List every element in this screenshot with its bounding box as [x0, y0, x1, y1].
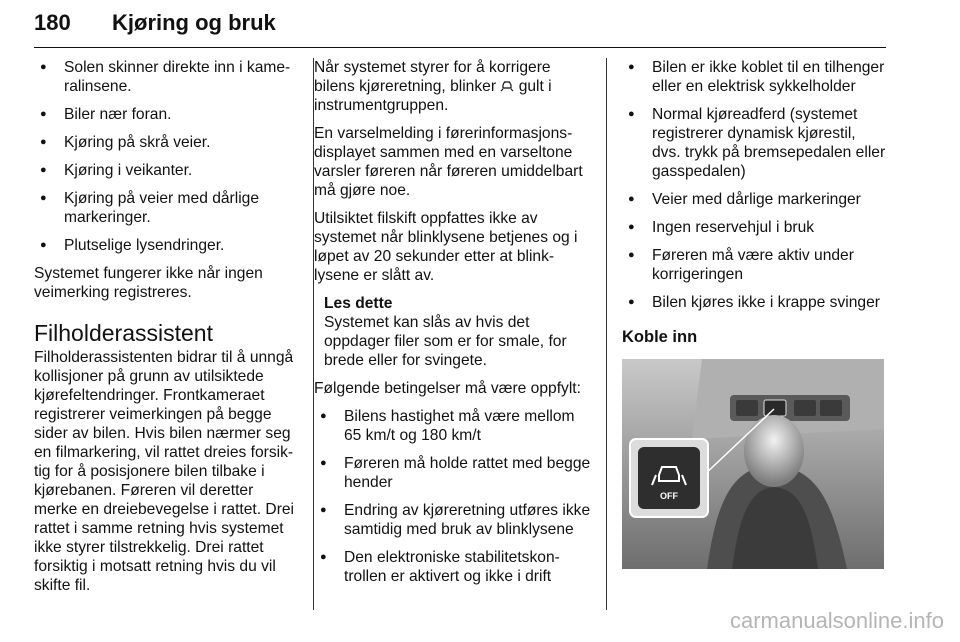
console-switch — [794, 400, 816, 416]
paragraph: Filholderassistenten bidrar til å unngå kollisjoner på grunn av utilsiktede kjørefeltendringer. Frontkameraet registrerer veimerkingen på begge sider av bilen. Hvis bilen nærmer seg en filmarkering, vil rattet dreies forsiktig for å posisjonere bilen tilbake i kjørebanen. Føreren vil deretter merke en dreiebevegelse i rattet. Drei rattet i samme retning hvis systemet ikke styrer tilstrekkelig. Drei rattet forsiktig i motsatt retning hvis du vil skifte fil. — [34, 349, 295, 594]
list-item: ● Normal kjøreadferd (systemet registrerer dynamisk kjørestil, dvs. trykk på bremsepedalen eller gasspedalen) — [622, 105, 888, 181]
lane-assist-switch — [764, 400, 786, 416]
gear-knob — [744, 415, 804, 487]
list-item: ● Biler nær foran. — [34, 105, 300, 124]
paragraph-text: Når systemet styrer for å korrigere bilens kjøreretning, blinker — [314, 59, 551, 95]
list-item: ● Bilen kjøres ikke i krappe svinger — [622, 293, 888, 312]
list-item: ● Solen skinner direkte inn i kameralinsene. — [34, 58, 300, 96]
section-heading: Filholderassistent — [34, 320, 213, 346]
page-number: 180 — [34, 10, 71, 35]
section-title: Kjøring og bruk — [112, 10, 276, 35]
list-item: ● Bilen er ikke koblet til en tilhenger eller en elektrisk sykkelholder — [622, 58, 888, 96]
watermark-text: carmanualsonline.info — [729, 608, 944, 633]
console-photo — [622, 359, 884, 569]
console-switch — [736, 400, 758, 416]
list-item: ● Kjøring på skrå veier. — [34, 133, 300, 152]
page-header — [34, 6, 886, 46]
list-item: ● Kjøring i veikanter. — [34, 161, 300, 180]
bullet-list — [34, 58, 300, 255]
off-label: OFF — [660, 491, 678, 501]
center-console-illustration — [622, 359, 884, 569]
paragraph — [314, 58, 592, 115]
lane-assist-indicator-icon — [500, 80, 514, 92]
column-right — [622, 58, 888, 569]
header-rule — [34, 47, 886, 48]
column-left — [34, 58, 300, 604]
bullet-list — [314, 407, 592, 586]
console-switch — [820, 400, 842, 416]
note-text: Systemet kan slås av hvis det oppdager filer som er for smale, for brede eller for svingete. — [324, 314, 567, 369]
list-item: ● Den elektroniske stabilitetskontrollen er aktivert og ikke i drift — [314, 548, 592, 586]
list-item: ● Føreren må holde rattet med begge hender — [314, 454, 592, 492]
list-item: ● Bilens hastighet må være mellom 65 km/t og 180 km/t — [314, 407, 592, 445]
note-box — [324, 294, 592, 370]
paragraph-text: gult i instrumentgruppen. — [314, 78, 552, 114]
note-title: Les dette — [324, 295, 393, 312]
column-divider — [606, 58, 607, 610]
list-item: ● Føreren må være aktiv under korrigeringen — [622, 246, 888, 284]
paragraph: Følgende betingelser må være oppfylt: — [314, 380, 581, 397]
column-middle — [314, 58, 592, 595]
paragraph: Systemet fungerer ikke når ingen veimerking registreres. — [34, 265, 263, 301]
bullet-list — [622, 58, 888, 312]
list-item: ● Veier med dårlige markeringer — [622, 190, 888, 209]
section-heading: Koble inn — [622, 328, 698, 346]
paragraph: En varselmelding i førerinformasjonsdisplayet sammen med en varseltone varsler føreren når føreren umiddelbart må gjøre noe. — [314, 125, 583, 199]
list-item: ● Kjøring på veier med dårlige markeringer. — [34, 189, 300, 227]
list-item: ● Plutselige lysendringer. — [34, 236, 300, 255]
list-item: ● Endring av kjøreretning utføres ikke samtidig med bruk av blinklysene — [314, 501, 592, 539]
list-item: ● Ingen reservehjul i bruk — [622, 218, 888, 237]
paragraph: Utilsiktet filskift oppfattes ikke av systemet når blinklysene betjenes og i løpet av 20 sekunder etter at blinklysene er slått av. — [314, 210, 578, 284]
